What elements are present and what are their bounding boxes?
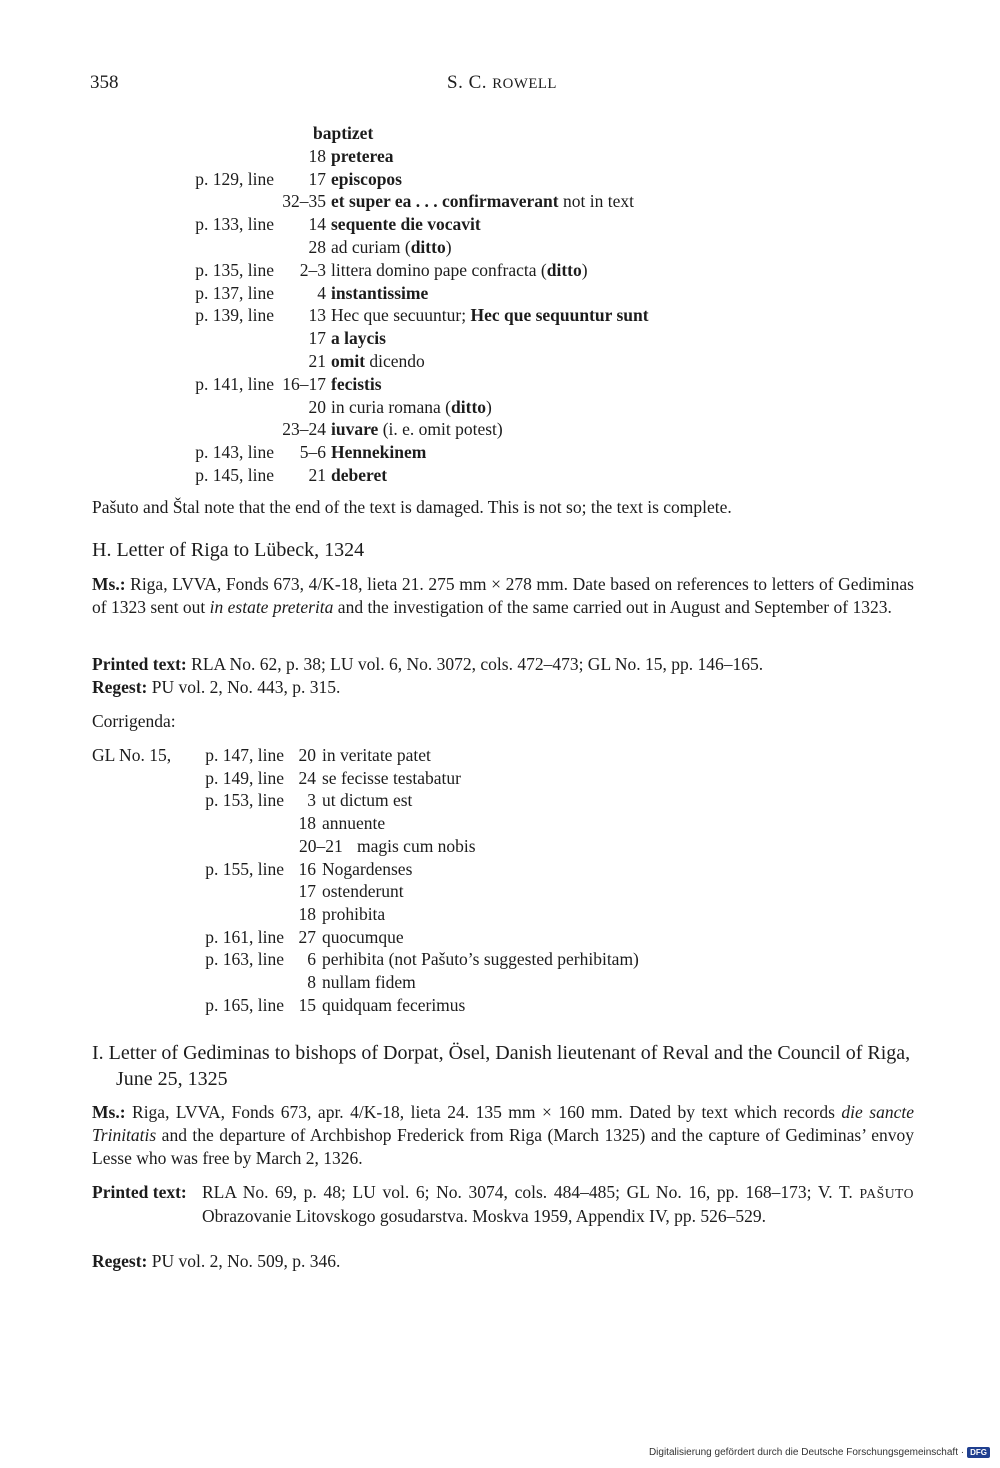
line-number: 27 xyxy=(298,926,316,947)
correction-text: Nogardenses xyxy=(322,858,413,879)
page-line-ref: p. 149, line xyxy=(205,767,284,788)
corrigenda-row xyxy=(90,396,914,419)
correction-text: littera domino pape confracta (ditto) xyxy=(331,259,588,280)
corrigenda-row xyxy=(90,835,914,858)
corrigenda-row xyxy=(90,744,914,767)
line-number: 8 xyxy=(307,972,316,992)
line-number: 6 xyxy=(307,949,316,970)
page-line-ref: p. 139, line xyxy=(195,305,274,326)
correction-text: annuente xyxy=(322,813,386,834)
correction-text: perhibita (not Pašuto’s suggested perhibitam) xyxy=(322,949,639,970)
line-number: 14 xyxy=(308,214,326,235)
corrigenda-row xyxy=(90,282,914,305)
section-h-regest: Regest: PU vol. 2, No. 443, p. 315. xyxy=(92,677,341,697)
correction-text: instantissime xyxy=(331,282,429,303)
corrigenda-row xyxy=(90,213,914,236)
corrigenda-row xyxy=(90,464,914,487)
corrigenda-row xyxy=(90,858,914,881)
correction-text: nullam fidem xyxy=(322,972,416,992)
section-i-heading: I. Letter of Gediminas to bishops of Dorpat, Ösel, Danish lieutenant of Reval and the Council of Riga, June 25, 1325 xyxy=(92,1042,911,1090)
line-number: 32–35 xyxy=(282,191,326,212)
page-line-ref: p. 161, line xyxy=(205,926,284,947)
corrigenda-row xyxy=(90,327,914,350)
line-number: 17 xyxy=(308,328,326,349)
correction-text: Hennekinem xyxy=(331,442,427,463)
corrigenda-row xyxy=(90,767,914,790)
section-i-ms: Ms.: Riga, LVVA, Fonds 673, apr. 4/K-18, lieta 24. 135 mm × 160 mm. Dated by text which records die sancte Trinitatis and the departure of Archbishop Frederick from Riga (March 1325) and the capture of Gediminas’ envoy Lesse who was free by March 2, 1326. xyxy=(92,1102,914,1168)
corrigenda-label: Corrigenda: xyxy=(92,711,176,731)
corrigenda-row xyxy=(90,373,914,396)
line-number: 18 xyxy=(298,903,316,924)
corrigenda-row xyxy=(90,168,914,191)
correction-text: episcopos xyxy=(331,168,402,189)
line-number: 16 xyxy=(298,858,316,879)
section-i-regest: Regest: PU vol. 2, No. 509, p. 346. xyxy=(92,1251,341,1271)
corrigenda-row xyxy=(90,441,914,464)
footer-credit: Digitalisierung gefördert durch die Deutsche Forschungsgemeinschaft · DFG xyxy=(649,1447,990,1458)
correction-text: fecistis xyxy=(331,373,382,394)
correction-text: in curia romana (ditto) xyxy=(331,396,492,417)
correction-text: ad curiam (ditto) xyxy=(331,237,452,257)
correction-text: preterea xyxy=(331,145,394,166)
corrigenda-row xyxy=(90,926,914,949)
line-number: 24 xyxy=(298,767,316,788)
corrigenda-row xyxy=(90,304,914,327)
line-number: 21 xyxy=(308,351,326,371)
corrigenda-row xyxy=(90,812,914,835)
correction-text: baptizet xyxy=(313,123,374,143)
corrigenda-row xyxy=(90,236,914,259)
line-number: 17 xyxy=(308,168,326,189)
page-line-ref: p. 133, line xyxy=(195,214,274,235)
line-number: 18 xyxy=(308,145,326,166)
page-line-ref: p. 147, line xyxy=(205,745,284,765)
page-line-ref: p. 137, line xyxy=(195,282,274,303)
section-h-heading: H. Letter of Riga to Lübeck, 1324 xyxy=(92,539,365,561)
correction-text: se fecisse testabatur xyxy=(322,767,461,788)
correction-text: iuvare (i. e. omit potest) xyxy=(331,419,503,440)
corrigenda-row xyxy=(90,948,914,971)
line-number: 20–21 xyxy=(299,835,343,856)
line-number: 2–3 xyxy=(299,259,326,280)
dfg-logo: DFG xyxy=(967,1447,990,1458)
line-number: 3 xyxy=(307,790,316,811)
line-number: 15 xyxy=(298,994,316,1015)
page-line-ref: p. 155, line xyxy=(205,858,284,879)
correction-text: in veritate patet xyxy=(322,745,431,765)
page xyxy=(90,0,914,1468)
page-line-ref: p. 153, line xyxy=(205,790,284,811)
correction-text: prohibita xyxy=(322,903,386,924)
page-line-ref: p. 163, line xyxy=(205,949,284,970)
page-line-ref: p. 143, line xyxy=(195,442,274,463)
page-line-ref: p. 135, line xyxy=(195,259,274,280)
line-number: 13 xyxy=(308,305,326,326)
page-header xyxy=(90,72,914,100)
line-number: 20 xyxy=(308,396,326,417)
corrigenda-row xyxy=(90,190,914,213)
correction-text: omit dicendo xyxy=(331,351,425,371)
correction-text: et super ea . . . confirmaverant not in text xyxy=(331,191,634,212)
correction-text: ut dictum est xyxy=(322,790,413,811)
corrigenda-row xyxy=(90,350,914,373)
line-number: 20 xyxy=(298,745,316,765)
section-h-ms: Ms.: Riga, LVVA, Fonds 673, 4/K-18, lieta 21. 275 mm × 278 mm. Date based on references to letters of Gediminas of 1323 sent out in estate preterita and the investigation of the same carried out in August and September of 1323. xyxy=(92,574,914,617)
corrigenda-row xyxy=(90,122,914,145)
line-number: 23–24 xyxy=(282,419,326,440)
corrigenda-row xyxy=(90,971,914,994)
corrigenda-row xyxy=(90,145,914,168)
correction-text: quidquam fecerimus xyxy=(322,994,466,1015)
corrigenda-row xyxy=(90,259,914,282)
corrigenda-row xyxy=(90,789,914,812)
running-head: S. C. ROWELL xyxy=(447,72,557,93)
corrigenda-row xyxy=(90,994,914,1017)
correction-text: Hec que secuuntur; Hec que sequuntur sunt xyxy=(331,305,649,326)
line-number: 16–17 xyxy=(282,373,326,394)
page-number: 358 xyxy=(90,72,119,93)
corrigenda-source: GL No. 15, xyxy=(92,745,172,765)
correction-text: ostenderunt xyxy=(322,881,404,902)
line-number: 21 xyxy=(308,465,326,485)
page-line-ref: p. 141, line xyxy=(195,373,274,394)
correction-text: magis cum nobis xyxy=(357,835,476,856)
line-number: 18 xyxy=(298,813,316,834)
line-number: 5–6 xyxy=(299,442,326,463)
section-h-printed: Printed text: RLA No. 62, p. 38; LU vol. 6, No. 3072, cols. 472–473; GL No. 15, pp. 146–165. xyxy=(92,654,764,674)
line-number: 17 xyxy=(298,881,316,902)
note-damaged: Pašuto and Štal note that the end of the text is damaged. This is not so; the text is complete. xyxy=(92,497,732,517)
correction-text: sequente die vocavit xyxy=(331,214,481,235)
correction-text: deberet xyxy=(331,465,388,485)
corrigenda-row xyxy=(90,903,914,926)
corrigenda-row xyxy=(90,880,914,903)
section-i-printed: Printed text: RLA No. 69, p. 48; LU vol. 6; No. 3074, cols. 484–485; GL No. 16, pp. 168–173; V. T. PAŠUTO Obrazovanie Litovskogo gosudarstva. Moskva 1959, Appendix IV, pp. 526–529. xyxy=(92,1182,914,1226)
correction-text: quocumque xyxy=(322,926,404,947)
page-line-ref: p. 145, line xyxy=(195,465,274,485)
line-number: 28 xyxy=(308,237,326,257)
corrigenda-row xyxy=(90,418,914,441)
page-line-ref: p. 165, line xyxy=(205,994,284,1015)
line-number: 4 xyxy=(317,282,326,303)
page-line-ref: p. 129, line xyxy=(195,168,274,189)
correction-text: a laycis xyxy=(331,328,386,349)
